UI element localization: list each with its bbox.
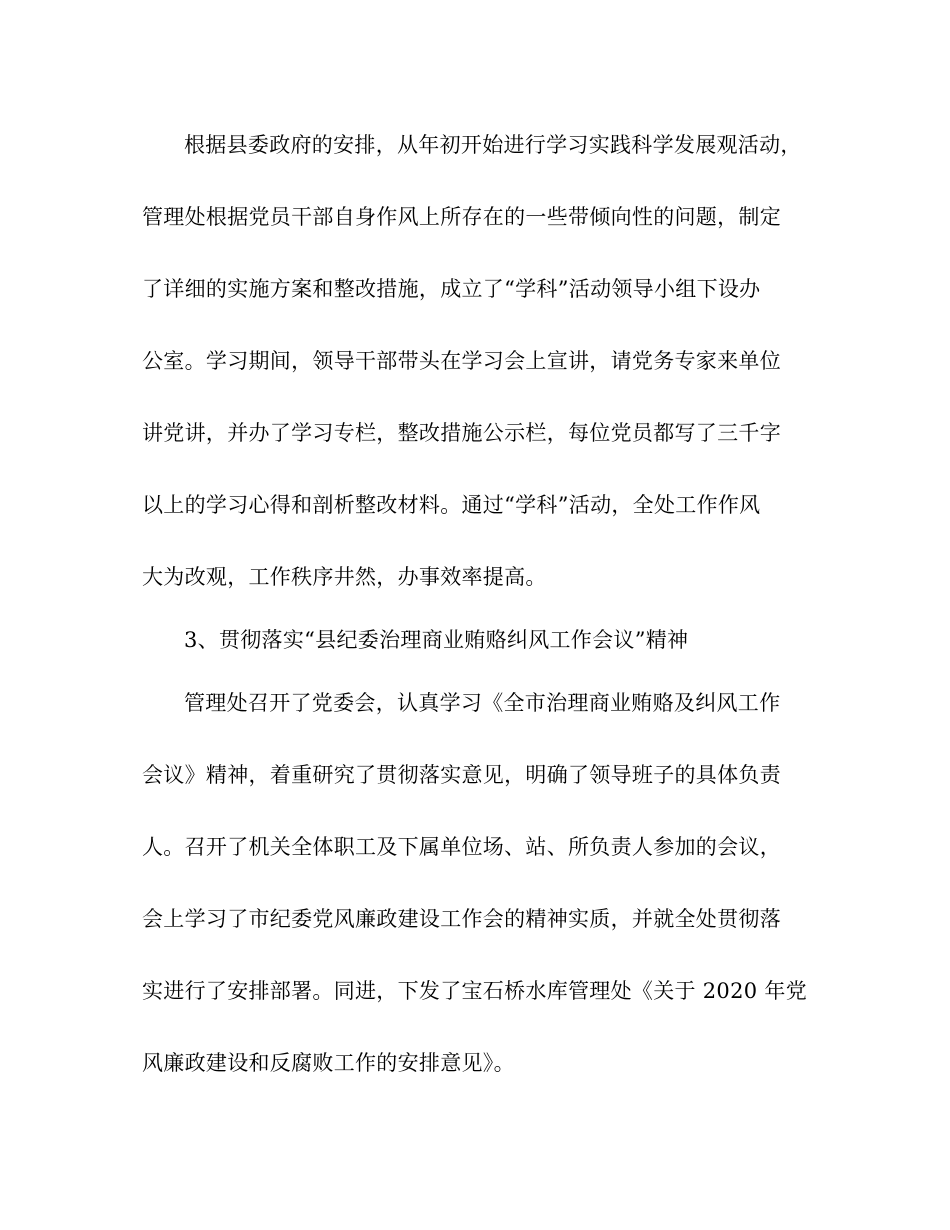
paragraph-1-line-5: 讲党讲，并办了学习专栏，整改措施公示栏，每位党员都写了三千字 (142, 421, 781, 445)
paragraph-1-line-3: 了详细的实施方案和整改措施，成立了“学科”活动领导小组下设办 (142, 277, 761, 301)
paragraph-1-line-2: 管理处根据党员干部自身作风上所存在的一些带倾向性的问题，制定 (142, 205, 781, 229)
paragraph-2-line-6: 风廉政建设和反腐败工作的安排意见》。 (142, 1051, 515, 1075)
paragraph-2-line-1: 管理处召开了党委会，认真学习《全市治理商业贿赂及纠风工作 (184, 691, 781, 715)
paragraph-1-line-4: 公室。学习期间，领导干部带头在学习会上宣讲，请党务专家来单位 (142, 349, 781, 373)
paragraph-2-line-5: 实进行了安排部署。同进，下发了宝石桥水库管理处《关于 2020 年党 (142, 979, 807, 1003)
paragraph-2-line-4: 会上学习了市纪委党风廉政建设工作会的精神实质，并就全处贯彻落 (142, 907, 781, 931)
paragraph-1-line-7: 大为改观，工作秩序井然，办事效率提高。 (142, 565, 547, 589)
paragraph-2-line-2: 会议》精神，着重研究了贯彻落实意见，明确了领导班子的具体负责 (142, 763, 781, 787)
paragraph-1-line-6: 以上的学习心得和剖析整改材料。通过“学科”活动，全处工作作风 (142, 493, 761, 517)
section-heading-3: 3、贯彻落实“县纪委治理商业贿赂纠风工作会议”精神 (184, 628, 689, 652)
paragraph-1-line-1: 根据县委政府的安排，从年初开始进行学习实践科学发展观活动， (184, 133, 802, 157)
paragraph-2-line-3: 人。召开了机关全体职工及下属单位场、站、所负责人参加的会议， (142, 835, 781, 859)
